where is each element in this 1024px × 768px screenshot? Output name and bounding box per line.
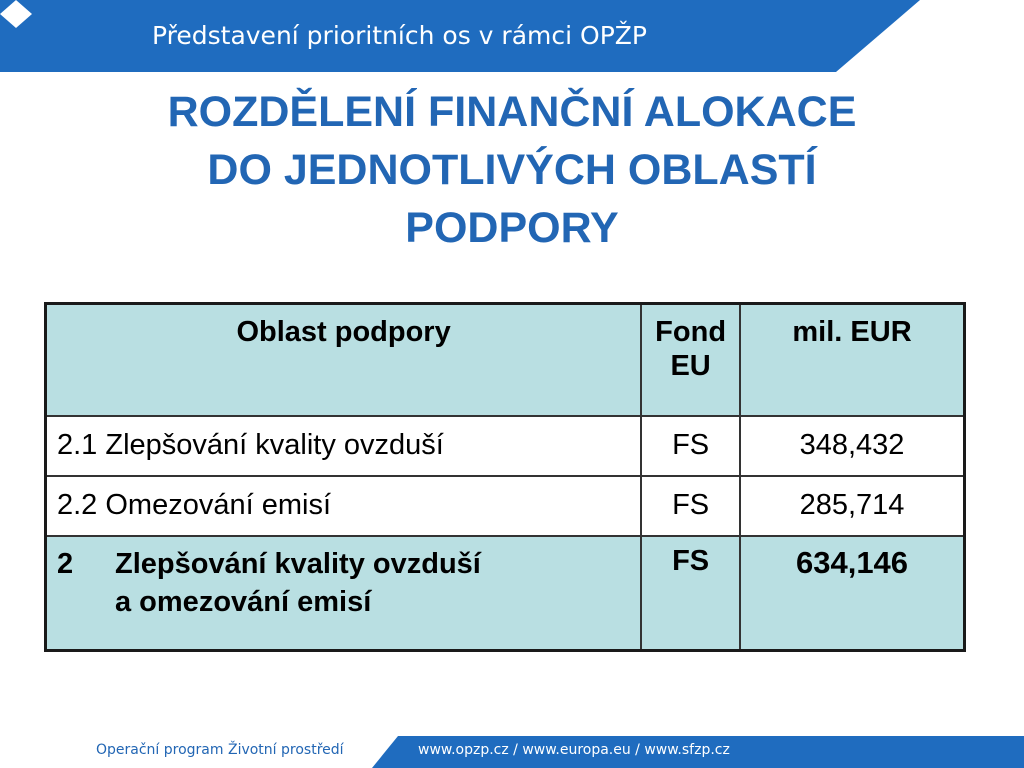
table-header-row: [46, 304, 965, 416]
row-fund: FS: [641, 476, 740, 536]
total-number: 2: [57, 547, 74, 580]
total-eur: 634,146: [740, 536, 964, 651]
allocation-table: [44, 302, 966, 652]
slide-title-line-1: ROZDĚLENÍ FINANČNÍ ALOKACE: [167, 88, 857, 136]
row-area: 2.1 Zlepšování kvality ovzduší: [46, 416, 642, 476]
header-fund: [641, 304, 740, 416]
total-area-line-1: Zlepšování kvality ovzduší: [115, 547, 481, 580]
header-eur: mil. EUR: [740, 304, 964, 416]
header-area: Oblast podpory: [46, 304, 642, 416]
row-area: 2.2 Omezování emisí: [46, 476, 642, 536]
slide-title-line-2: DO JEDNOTLIVÝCH OBLASTÍ: [207, 146, 817, 194]
total-area: [46, 536, 642, 651]
total-area-line-2: a omezování emisí: [115, 585, 372, 618]
header-fund-line-1: Fond: [655, 316, 727, 348]
table-total-row: [46, 536, 965, 651]
top-banner: [0, 0, 1024, 72]
row-eur: 348,432: [740, 416, 964, 476]
table-row: [46, 476, 965, 536]
footer: [0, 736, 1024, 768]
slide-title-line-3: PODPORY: [405, 204, 619, 252]
table-row: [46, 416, 965, 476]
banner-title: Představení prioritních os v rámci OPŽP: [152, 21, 647, 50]
total-fund: FS: [641, 536, 740, 651]
footer-program-name: Operační program Životní prostředí: [96, 742, 344, 758]
footer-links: www.opzp.cz / www.europa.eu / www.sfzp.cz: [418, 742, 730, 758]
slide-title: [60, 83, 964, 257]
diamond-icon: [0, 0, 32, 28]
header-fund-line-2: EU: [670, 350, 711, 382]
row-fund: FS: [641, 416, 740, 476]
row-eur: 285,714: [740, 476, 964, 536]
